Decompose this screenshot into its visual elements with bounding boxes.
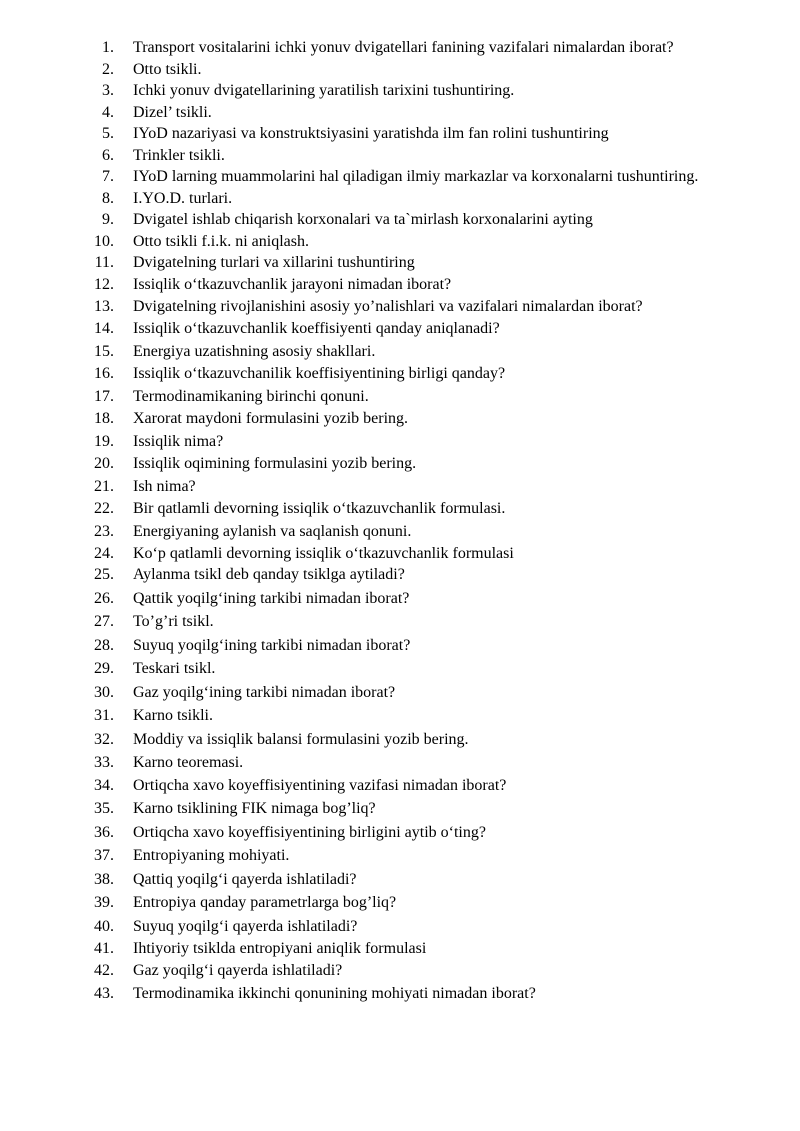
question-item-24: [38, 543, 762, 565]
question-item-6: [38, 145, 762, 167]
question-number: 5.: [102, 125, 114, 142]
question-text: Energiyaning aylanish va saqlanish qonuni.: [133, 523, 412, 540]
question-item-22: [38, 498, 762, 520]
question-text: Otto tsikli.: [133, 60, 202, 78]
question-text: Entropiyaning mohiyati.: [133, 847, 290, 864]
question-text: Karno tsiklining FIK nimaga bog’liq?: [133, 800, 376, 817]
question-number: 25.: [94, 566, 114, 583]
question-text: Ortiqcha xavo koyeffisiyentining birligini aytib o‘ting?: [133, 823, 486, 841]
question-number: 12.: [94, 275, 114, 293]
question-text: Bir qatlamli devorning issiqlik o‘tkazuvchanlik formulasi.: [133, 499, 506, 517]
question-item-29: [38, 658, 762, 680]
question-number: 39.: [94, 894, 114, 911]
question-text: Issiqlik o‘tkazuvchanilik koeffisiyentining birligi qanday?: [133, 364, 506, 382]
question-item-41: [38, 938, 762, 960]
question-number: 16.: [94, 364, 114, 382]
question-number: 42.: [94, 961, 114, 979]
question-item-5: [38, 123, 762, 145]
question-item-7: [38, 166, 762, 188]
question-number: 27.: [94, 613, 114, 630]
question-number: 35.: [94, 800, 114, 817]
question-text: Entropiya qanday parametrlarga bog’liq?: [133, 894, 397, 911]
question-item-38: [38, 869, 762, 891]
question-text: Qattik yoqilg‘ining tarkibi nimadan iborat?: [133, 589, 410, 607]
question-item-17: [38, 386, 762, 408]
question-number: 4.: [102, 103, 114, 121]
question-text: I.YO.D. turlari.: [133, 189, 233, 207]
question-text: Qattiq yoqilg‘i qayerda ishlatiladi?: [133, 870, 357, 888]
question-item-23: [38, 521, 762, 543]
question-number: 41.: [94, 940, 114, 957]
question-text: Dizel’ tsikli.: [133, 103, 212, 121]
question-number: 33.: [94, 754, 114, 771]
question-number: 28.: [94, 636, 114, 654]
question-text: Gaz yoqilg‘i qayerda ishlatiladi?: [133, 961, 343, 979]
question-item-20: [38, 453, 762, 475]
question-text: IYoD nazariyasi va konstruktsiyasini yaratishda ilm fan rolini tushuntiring: [133, 125, 609, 142]
question-text: Dvigatelning rivojlanishini asosiy yo’nalishlari va vazifalari nimalardan iborat?: [133, 298, 643, 315]
question-item-4: [38, 102, 762, 124]
question-number: 37.: [94, 847, 114, 864]
question-list: [38, 37, 762, 1005]
question-item-19: [38, 431, 762, 453]
question-text: Ish nima?: [133, 478, 196, 495]
question-item-40: [38, 916, 762, 938]
question-number: 3.: [102, 82, 114, 99]
question-text: To’g’ri tsikl.: [133, 613, 214, 630]
question-text: Transport vositalarini ichki yonuv dvigatellari fanining vazifalari nimalardan iborat?: [133, 39, 674, 56]
question-item-33: [38, 752, 762, 774]
question-item-3: [38, 80, 762, 102]
question-item-12: [38, 274, 762, 296]
question-item-8: [38, 188, 762, 210]
question-item-9: [38, 209, 762, 231]
question-text: Ortiqcha xavo koyeffisiyentining vazifasi nimadan iborat?: [133, 776, 507, 794]
question-item-10: [38, 231, 762, 253]
question-text: Teskari tsikl.: [133, 660, 216, 677]
question-text: Issiqlik o‘tkazuvchanlik jarayoni nimadan iborat?: [133, 275, 452, 293]
question-text: Otto tsikli f.i.k. ni aniqlash.: [133, 232, 309, 250]
question-number: 11.: [94, 254, 114, 271]
question-text: Xarorat maydoni formulasini yozib bering.: [133, 409, 409, 427]
question-number: 22.: [94, 499, 114, 517]
question-item-26: [38, 588, 762, 610]
question-number: 21.: [94, 478, 114, 495]
question-number: 29.: [94, 660, 114, 677]
question-text: Ko‘p qatlamli devorning issiqlik o‘tkazuvchanlik formulasi: [133, 544, 514, 562]
question-number: 2.: [102, 60, 114, 78]
question-item-35: [38, 798, 762, 820]
question-number: 10.: [94, 232, 114, 250]
question-text: Gaz yoqilg‘ining tarkibi nimadan iborat?: [133, 683, 396, 701]
question-item-1: [38, 37, 762, 59]
question-text: Aylanma tsikl deb qanday tsiklga aytiladi?: [133, 566, 405, 583]
question-number: 9.: [102, 211, 114, 228]
question-number: 17.: [94, 388, 114, 405]
question-text: Issiqlik oqimining formulasini yozib bering.: [133, 454, 417, 472]
question-text: Issiqlik nima?: [133, 433, 224, 450]
question-number: 19.: [94, 433, 114, 450]
question-number: 13.: [94, 298, 114, 315]
question-text: Energiya uzatishning asosiy shakllari.: [133, 343, 376, 360]
question-text: Ihtiyoriy tsiklda entropiyani aniqlik formulasi: [133, 940, 427, 957]
question-item-15: [38, 341, 762, 363]
question-text: Karno tsikli.: [133, 707, 213, 724]
question-item-25: [38, 564, 762, 586]
question-item-31: [38, 705, 762, 727]
question-number: 30.: [94, 683, 114, 701]
question-text: Suyuq yoqilg‘i qayerda ishlatiladi?: [133, 917, 358, 935]
question-number: 8.: [102, 189, 114, 207]
question-item-16: [38, 363, 762, 385]
question-text: Dvigatelning turlari va xillarini tushuntiring: [133, 254, 415, 271]
question-item-28: [38, 635, 762, 657]
question-item-14: [38, 318, 762, 340]
question-text: Termodinamika ikkinchi qonunining mohiyati nimadan iborat?: [133, 985, 536, 1002]
question-number: 38.: [94, 870, 114, 888]
question-number: 26.: [94, 589, 114, 607]
question-number: 20.: [94, 454, 114, 472]
question-number: 6.: [102, 146, 114, 164]
question-item-18: [38, 408, 762, 430]
question-number: 40.: [94, 917, 114, 935]
question-number: 32.: [94, 730, 114, 748]
question-number: 34.: [94, 776, 114, 794]
question-item-2: [38, 59, 762, 81]
question-text: Termodinamikaning birinchi qonuni.: [133, 388, 369, 405]
question-number: 24.: [94, 544, 114, 562]
question-item-11: [38, 252, 762, 274]
question-item-21: [38, 476, 762, 498]
question-number: 18.: [94, 409, 114, 427]
question-number: 36.: [94, 823, 114, 841]
question-text: Dvigatel ishlab chiqarish korxonalari va ta`mirlash korxonalarini ayting: [133, 211, 593, 228]
question-text: Trinkler tsikli.: [133, 146, 225, 164]
question-text: Suyuq yoqilg‘ining tarkibi nimadan iborat?: [133, 636, 411, 654]
question-number: 14.: [94, 319, 114, 337]
question-item-36: [38, 822, 762, 844]
question-item-37: [38, 845, 762, 867]
question-item-34: [38, 775, 762, 797]
question-text: Karno teoremasi.: [133, 754, 244, 771]
question-number: 43.: [94, 985, 114, 1002]
question-text: Issiqlik o‘tkazuvchanlik koeffisiyenti qanday aniqlanadi?: [133, 319, 500, 337]
question-item-43: [38, 983, 762, 1005]
question-text: Ichki yonuv dvigatellarining yaratilish tarixini tushuntiring.: [133, 82, 515, 99]
question-item-30: [38, 682, 762, 704]
question-number: 7.: [102, 168, 114, 185]
question-item-39: [38, 892, 762, 914]
question-text: IYoD larning muammolarini hal qiladigan ilmiy markazlar va korxonalarni tushuntiring.: [133, 168, 699, 185]
question-item-13: [38, 296, 762, 318]
question-number: 31.: [94, 707, 114, 724]
question-number: 15.: [94, 343, 114, 360]
question-item-42: [38, 960, 762, 982]
question-number: 23.: [94, 523, 114, 540]
question-number: 1.: [102, 39, 114, 56]
question-text: Moddiy va issiqlik balansi formulasini yozib bering.: [133, 730, 469, 748]
question-item-32: [38, 729, 762, 751]
question-item-27: [38, 611, 762, 633]
